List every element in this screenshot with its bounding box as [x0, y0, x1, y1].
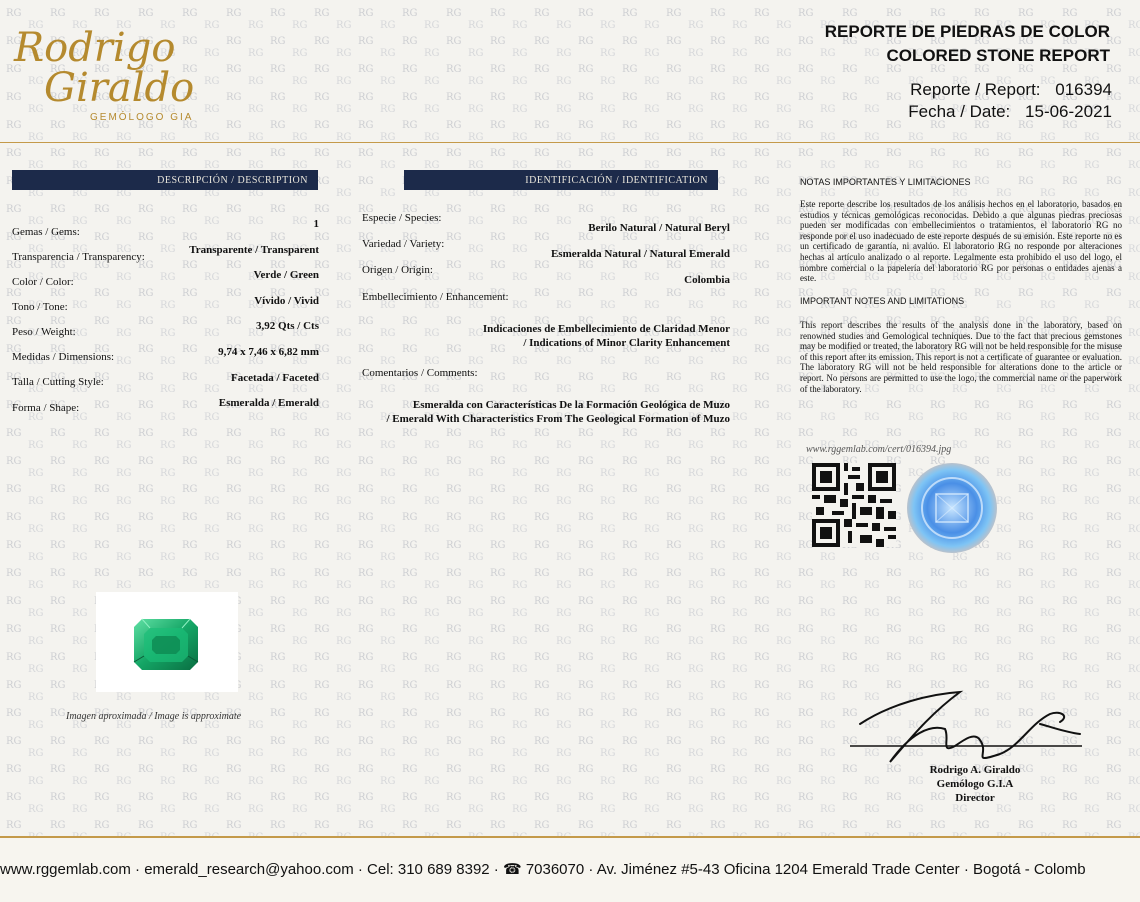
- report-number-label: Reporte / Report:: [910, 80, 1041, 99]
- header-divider: [0, 142, 1140, 143]
- tone-value: Vívido / Vivid: [254, 295, 319, 307]
- shape-label: Forma / Shape:: [12, 402, 80, 414]
- weight-value: 3,92 Qts / Cts: [256, 320, 319, 332]
- notes-heading-es: NOTAS IMPORTANTES Y LIMITACIONES: [800, 177, 971, 187]
- cutting-style-value: Facetada / Faceted: [231, 372, 319, 384]
- cutting-style-label: Talla / Cutting Style:: [12, 376, 104, 388]
- dimensions-value: 9,74 x 7,46 x 6,82 mm: [218, 346, 319, 358]
- variety-value: Esmeralda Natural / Natural Emerald: [550, 248, 730, 260]
- gem-photo: [96, 592, 238, 692]
- origin-value: Colombia: [684, 274, 730, 286]
- description-heading: DESCRIPCIÓN / DESCRIPTION: [12, 170, 318, 190]
- report-date-value: 15-06-2021: [1025, 102, 1112, 121]
- dimensions-label: Medidas / Dimensions:: [12, 351, 115, 363]
- enhancement-value-es: Indicaciones de Embellecimiento de Claridad Menor: [482, 323, 730, 335]
- enhancement-value-en: / Indications of Minor Clarity Enhancement: [523, 337, 730, 349]
- comments-label: Comentarios / Comments:: [362, 367, 478, 379]
- footer-contact: www.rggemlab.com · emerald_research@yahoo.com · Cel: 310 689 8392 · ☎ 7036070 · Av. Jiménez #5-43 Oficina 1204 Emerald Trade Center · Bogotá - Colomb: [0, 861, 1086, 878]
- report-date-label: Fecha / Date:: [908, 102, 1011, 121]
- notes-heading-en: IMPORTANT NOTES AND LIMITATIONS: [800, 296, 965, 306]
- signatory-name: Rodrigo A. Giraldo: [929, 764, 1021, 776]
- report-title-es: REPORTE DE PIEDRAS DE COLOR: [824, 22, 1110, 41]
- comments-value-es: Esmeralda con Características De la Formación Geológica de Muzo: [412, 399, 730, 411]
- hologram-seal: [906, 462, 998, 554]
- brand-subtitle: GEMÓLOGO GIA: [90, 112, 194, 123]
- brand-name-line2: Giraldo: [44, 65, 195, 111]
- brand-logo: [14, 25, 214, 123]
- report-number-value: 016394: [1055, 80, 1112, 99]
- transparency-value: Transparente / Transparent: [189, 244, 319, 256]
- tone-label: Tono / Tone:: [12, 301, 68, 313]
- signatory-title: Gemólogo G.I.A: [936, 778, 1014, 790]
- shape-value: Esmeralda / Emerald: [218, 397, 319, 409]
- comments-value-en: / Emerald With Characteristics From The Geological Formation of Muzo: [386, 413, 730, 425]
- cert-url-link[interactable]: www.rggemlab.com/cert/016394.jpg: [806, 444, 952, 455]
- color-value: Verde / Green: [253, 269, 319, 281]
- report-date-line: [908, 102, 1112, 122]
- image-caption: Imagen aproximada / Image is approximate: [66, 711, 242, 722]
- gems-label: Gemas / Gems:: [12, 226, 80, 238]
- gems-value: 1: [313, 218, 319, 230]
- director-signature: [850, 684, 1090, 774]
- species-label: Especie / Species:: [362, 212, 442, 224]
- qr-code[interactable]: [812, 463, 896, 547]
- enhancement-label: Embellecimiento / Enhancement:: [362, 291, 509, 303]
- notes-text-en: This report describes the results of the analysis done in the laboratory, based on renowned studies and Gemological techniques. Due to the fact that precious gemstones may be modified or treated, the laboratory RG will not be held responsible for the misuse of this report after its emission. This report is not a certificate of guarantee or evaluation. The laboratory RG will not be held responsible for alterations done to the article or report. No persons are permitted to use the logo, the commercial name or the paperwork of the laboratory.: [800, 320, 1122, 394]
- emerald-gem-icon: [96, 592, 238, 692]
- transparency-label: Transparencia / Transparency:: [12, 251, 145, 263]
- report-title-en: COLORED STONE REPORT: [886, 46, 1110, 65]
- variety-label: Variedad / Variety:: [362, 238, 445, 250]
- report-number-line: [910, 80, 1112, 100]
- species-value: Berilo Natural / Natural Beryl: [588, 222, 730, 234]
- origin-label: Origen / Origin:: [362, 264, 433, 276]
- identification-heading: IDENTIFICACIÓN / IDENTIFICATION: [404, 170, 718, 190]
- brand-name-line1: Rodrigo: [14, 25, 176, 71]
- signatory-role: Director: [955, 792, 995, 804]
- notes-text-es: Este reporte describe los resultados de los análisis hechos en el laboratorio, basados en estudios y técnicas gemológicas reconocidas. Debido a que algunas piedras preciosas pueden ser modificadas con embellecimientos o tratamientos, el laboratorio RG no responde por el uso inadecuado de este reporte después de su emisión. Este reporte no es un certificado de garantía, ni avalúo. El laboratorio RG no responde por alteraciones hechas al artículo analizado o al reporte. Legalmente esta prohibido el uso del logo, el nombre comercial o la papelería del laboratorio RG por personas o entidades ajenas a este.: [800, 199, 1122, 284]
- weight-label: Peso / Weight:: [12, 326, 76, 338]
- color-label: Color / Color:: [12, 276, 74, 288]
